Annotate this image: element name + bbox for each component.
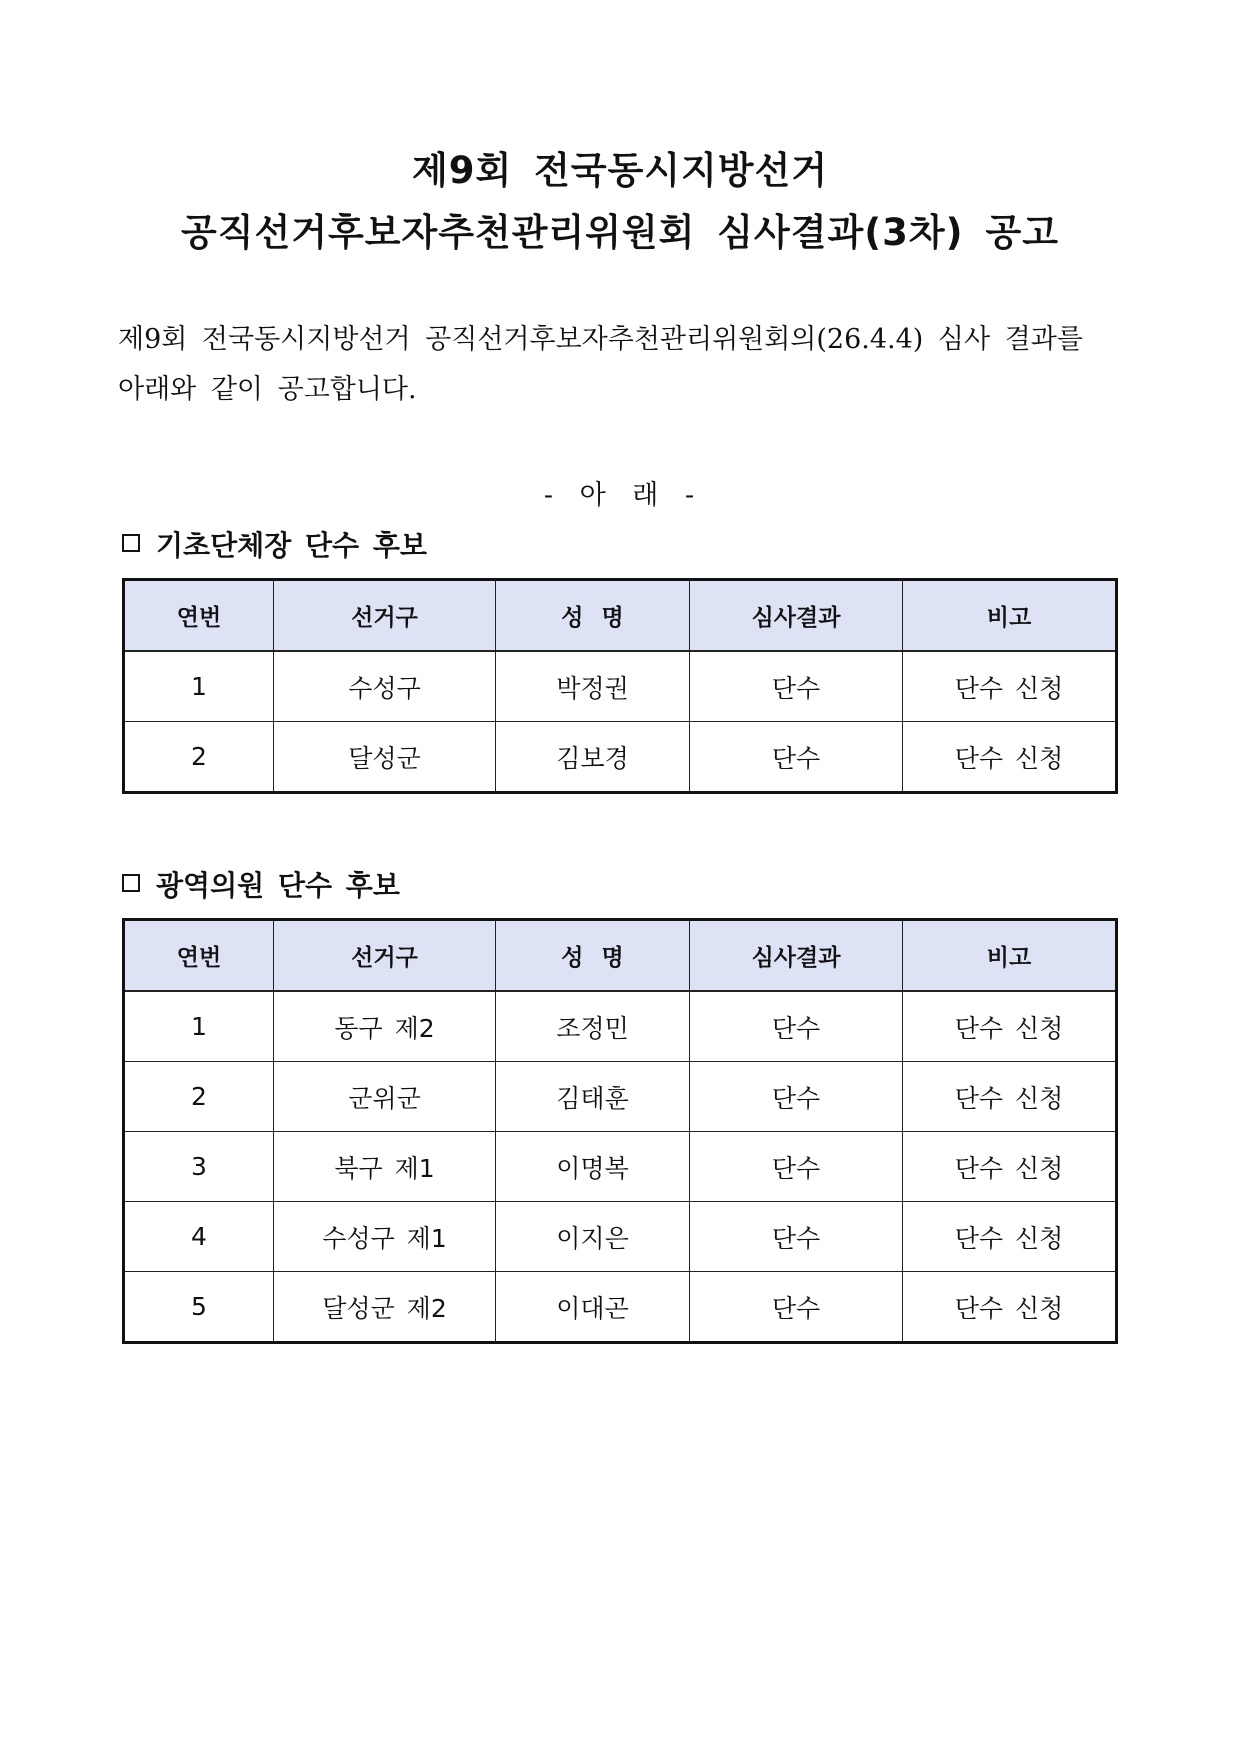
basic-head-candidates-table <box>122 578 1118 794</box>
column-header-remarks: 비고 <box>903 580 1117 652</box>
cell-result: 단수 <box>690 1062 903 1132</box>
column-header-district: 선거구 <box>274 920 496 992</box>
table-row <box>124 1202 1117 1272</box>
table-row <box>124 1132 1117 1202</box>
cell-result: 단수 <box>690 991 903 1062</box>
column-header-remarks: 비고 <box>903 920 1117 992</box>
column-header-name: 성 명 <box>496 920 690 992</box>
cell-number: 3 <box>124 1132 274 1202</box>
cell-number: 4 <box>124 1202 274 1272</box>
column-header-name: 성 명 <box>496 580 690 652</box>
cell-name: 이대곤 <box>496 1272 690 1343</box>
column-header-result: 심사결과 <box>690 920 903 992</box>
cell-name: 김보경 <box>496 722 690 793</box>
cell-number: 1 <box>124 991 274 1062</box>
cell-result: 단수 <box>690 1202 903 1272</box>
checkbox-square-icon <box>122 874 140 892</box>
section-heading-text: 광역의원 단수 후보 <box>156 869 400 902</box>
cell-district: 군위군 <box>274 1062 496 1132</box>
cell-number: 2 <box>124 1062 274 1132</box>
column-header-number: 연번 <box>124 920 274 992</box>
cell-district: 동구 제2 <box>274 991 496 1062</box>
column-header-result: 심사결과 <box>690 580 903 652</box>
cell-number: 2 <box>124 722 274 793</box>
cell-district: 북구 제1 <box>274 1132 496 1202</box>
section-heading-basic-head <box>122 524 427 564</box>
cell-remarks: 단수 신청 <box>903 651 1117 722</box>
table-header-row <box>124 920 1117 992</box>
document-title-line-1: 제9회 전국동시지방선거 <box>411 149 829 192</box>
intro-line-2: 아래와 같이 공고합니다. <box>118 374 417 405</box>
cell-district: 수성구 <box>274 651 496 722</box>
cell-result: 단수 <box>690 651 903 722</box>
column-header-number: 연번 <box>124 580 274 652</box>
cell-result: 단수 <box>690 1272 903 1343</box>
cell-name: 이명복 <box>496 1132 690 1202</box>
cell-result: 단수 <box>690 1132 903 1202</box>
checkbox-square-icon <box>122 534 140 552</box>
cell-district: 달성군 제2 <box>274 1272 496 1343</box>
section-heading-metro-council <box>122 864 400 904</box>
cell-remarks: 단수 신청 <box>903 1062 1117 1132</box>
intro-line-1: 제9회 전국동시지방선거 공직선거후보자추천관리위원회의(26.4.4) 심사 결과를 <box>118 324 1083 355</box>
cell-name: 김태훈 <box>496 1062 690 1132</box>
column-header-district: 선거구 <box>274 580 496 652</box>
cell-remarks: 단수 신청 <box>903 1202 1117 1272</box>
cell-district: 수성구 제1 <box>274 1202 496 1272</box>
cell-number: 5 <box>124 1272 274 1343</box>
cell-name: 이지은 <box>496 1202 690 1272</box>
section-heading-text: 기초단체장 단수 후보 <box>156 529 427 562</box>
intro-paragraph <box>118 315 1128 415</box>
table-row <box>124 1062 1117 1132</box>
cell-remarks: 단수 신청 <box>903 991 1117 1062</box>
table-header-row <box>124 580 1117 652</box>
cell-result: 단수 <box>690 722 903 793</box>
cell-district: 달성군 <box>274 722 496 793</box>
cell-name: 조정민 <box>496 991 690 1062</box>
table-row <box>124 722 1117 793</box>
arae-label: - 아 래 - <box>543 480 697 511</box>
metro-council-candidates-table <box>122 918 1118 1344</box>
cell-name: 박정권 <box>496 651 690 722</box>
cell-remarks: 단수 신청 <box>903 1132 1117 1202</box>
document-title-line-2: 공직선거후보자추천관리위원회 심사결과(3차) 공고 <box>181 211 1059 254</box>
table-row <box>124 991 1117 1062</box>
cell-number: 1 <box>124 651 274 722</box>
table-row <box>124 1272 1117 1343</box>
table-row <box>124 651 1117 722</box>
cell-remarks: 단수 신청 <box>903 722 1117 793</box>
cell-remarks: 단수 신청 <box>903 1272 1117 1343</box>
